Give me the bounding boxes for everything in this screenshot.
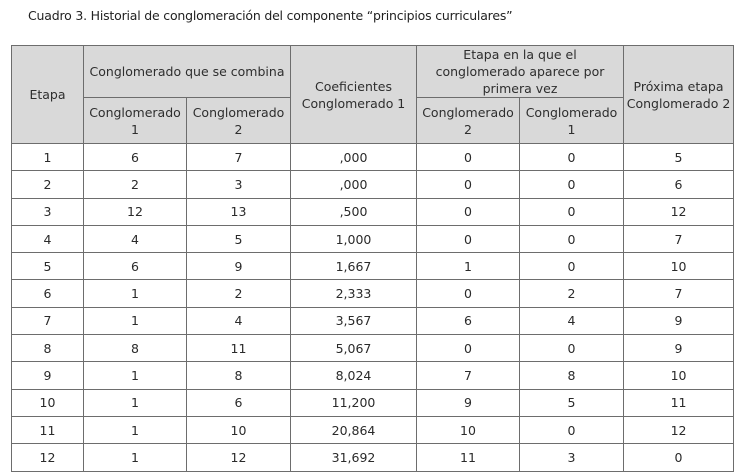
cell-proxima-etapa: 10 bbox=[624, 362, 734, 389]
cell-combina-c1: 1 bbox=[84, 444, 187, 471]
cell-aparece-c1: 0 bbox=[520, 225, 624, 252]
cell-combina-c1: 6 bbox=[84, 144, 187, 171]
cell-aparece-c1: 8 bbox=[520, 362, 624, 389]
header-aparece-conglomerado-2: Conglomerado 2 bbox=[417, 98, 520, 144]
cell-combina-c2: 10 bbox=[187, 416, 291, 443]
cell-coeficiente: 8,024 bbox=[291, 362, 417, 389]
cell-aparece-c2: 1 bbox=[417, 253, 520, 280]
table-row bbox=[12, 253, 734, 280]
cell-proxima-etapa: 10 bbox=[624, 253, 734, 280]
cell-aparece-c1: 2 bbox=[520, 280, 624, 307]
cell-combina-c1: 2 bbox=[84, 171, 187, 198]
cell-aparece-c1: 0 bbox=[520, 198, 624, 225]
cell-combina-c1: 1 bbox=[84, 307, 187, 334]
cell-combina-c1: 1 bbox=[84, 416, 187, 443]
cell-proxima-etapa: 11 bbox=[624, 389, 734, 416]
cell-combina-c2: 11 bbox=[187, 335, 291, 362]
cell-combina-c2: 13 bbox=[187, 198, 291, 225]
cell-proxima-etapa: 5 bbox=[624, 144, 734, 171]
cell-etapa: 11 bbox=[12, 416, 84, 443]
table-row bbox=[12, 362, 734, 389]
cell-combina-c2: 8 bbox=[187, 362, 291, 389]
cell-aparece-c2: 0 bbox=[417, 198, 520, 225]
cell-aparece-c2: 6 bbox=[417, 307, 520, 334]
cell-coeficiente: ,500 bbox=[291, 198, 417, 225]
table-row bbox=[12, 416, 734, 443]
cell-coeficiente: 1,000 bbox=[291, 225, 417, 252]
table-row bbox=[12, 444, 734, 471]
cell-aparece-c2: 11 bbox=[417, 444, 520, 471]
cell-etapa: 8 bbox=[12, 335, 84, 362]
header-coeficientes: Coeficientes Conglomerado 1 bbox=[291, 46, 417, 144]
cell-aparece-c1: 0 bbox=[520, 253, 624, 280]
header-combina-conglomerado-1: Conglomerado 1 bbox=[84, 98, 187, 144]
cell-aparece-c2: 0 bbox=[417, 335, 520, 362]
header-aparece-conglomerado-1: Conglomerado 1 bbox=[520, 98, 624, 144]
cell-proxima-etapa: 12 bbox=[624, 198, 734, 225]
cell-coeficiente: 31,692 bbox=[291, 444, 417, 471]
cell-combina-c2: 9 bbox=[187, 253, 291, 280]
cell-combina-c1: 8 bbox=[84, 335, 187, 362]
cell-etapa: 2 bbox=[12, 171, 84, 198]
cell-combina-c1: 1 bbox=[84, 280, 187, 307]
cell-combina-c2: 6 bbox=[187, 389, 291, 416]
cell-aparece-c2: 0 bbox=[417, 280, 520, 307]
cell-proxima-etapa: 9 bbox=[624, 335, 734, 362]
header-etapa-aparece: Etapa en la que el conglomerado aparece por primera vez bbox=[417, 46, 624, 98]
table-row bbox=[12, 335, 734, 362]
table-row bbox=[12, 307, 734, 334]
cell-coeficiente: 2,333 bbox=[291, 280, 417, 307]
table-row bbox=[12, 171, 734, 198]
cell-combina-c2: 3 bbox=[187, 171, 291, 198]
cell-aparece-c2: 0 bbox=[417, 171, 520, 198]
cell-aparece-c1: 0 bbox=[520, 171, 624, 198]
cell-aparece-c2: 7 bbox=[417, 362, 520, 389]
cell-combina-c2: 12 bbox=[187, 444, 291, 471]
table-caption: Cuadro 3. Historial de conglomeración del componente “principios curriculares” bbox=[28, 8, 513, 23]
cell-proxima-etapa: 9 bbox=[624, 307, 734, 334]
header-conglomerado-combina: Conglomerado que se combina bbox=[84, 46, 291, 98]
cell-etapa: 4 bbox=[12, 225, 84, 252]
cell-combina-c1: 6 bbox=[84, 253, 187, 280]
cell-coeficiente: 20,864 bbox=[291, 416, 417, 443]
cell-coeficiente: 3,567 bbox=[291, 307, 417, 334]
cell-etapa: 1 bbox=[12, 144, 84, 171]
cell-coeficiente: 1,667 bbox=[291, 253, 417, 280]
cell-coeficiente: ,000 bbox=[291, 171, 417, 198]
cell-proxima-etapa: 7 bbox=[624, 280, 734, 307]
cell-aparece-c2: 0 bbox=[417, 144, 520, 171]
cell-combina-c2: 4 bbox=[187, 307, 291, 334]
cell-proxima-etapa: 0 bbox=[624, 444, 734, 471]
cell-etapa: 7 bbox=[12, 307, 84, 334]
cell-combina-c1: 1 bbox=[84, 362, 187, 389]
cell-aparece-c1: 0 bbox=[520, 416, 624, 443]
cell-aparece-c2: 9 bbox=[417, 389, 520, 416]
header-etapa: Etapa bbox=[12, 46, 84, 144]
cell-proxima-etapa: 6 bbox=[624, 171, 734, 198]
table-row bbox=[12, 389, 734, 416]
cell-combina-c1: 12 bbox=[84, 198, 187, 225]
cell-aparece-c1: 3 bbox=[520, 444, 624, 471]
cell-combina-c2: 5 bbox=[187, 225, 291, 252]
header-combina-conglomerado-2: Conglomerado 2 bbox=[187, 98, 291, 144]
table-row bbox=[12, 225, 734, 252]
cell-etapa: 5 bbox=[12, 253, 84, 280]
cell-proxima-etapa: 12 bbox=[624, 416, 734, 443]
table-row bbox=[12, 198, 734, 225]
cell-coeficiente: 11,200 bbox=[291, 389, 417, 416]
cell-etapa: 3 bbox=[12, 198, 84, 225]
cell-coeficiente: ,000 bbox=[291, 144, 417, 171]
cell-etapa: 6 bbox=[12, 280, 84, 307]
cell-etapa: 9 bbox=[12, 362, 84, 389]
cell-aparece-c1: 4 bbox=[520, 307, 624, 334]
cell-etapa: 12 bbox=[12, 444, 84, 471]
cell-coeficiente: 5,067 bbox=[291, 335, 417, 362]
cell-proxima-etapa: 7 bbox=[624, 225, 734, 252]
cell-combina-c2: 2 bbox=[187, 280, 291, 307]
cell-aparece-c2: 10 bbox=[417, 416, 520, 443]
cell-aparece-c1: 0 bbox=[520, 144, 624, 171]
clustering-history-table bbox=[11, 45, 734, 472]
table-row bbox=[12, 280, 734, 307]
header-proxima-etapa: Próxima etapa Conglomerado 2 bbox=[624, 46, 734, 144]
cell-combina-c2: 7 bbox=[187, 144, 291, 171]
cell-combina-c1: 1 bbox=[84, 389, 187, 416]
cell-aparece-c2: 0 bbox=[417, 225, 520, 252]
table-row bbox=[12, 144, 734, 171]
cell-etapa: 10 bbox=[12, 389, 84, 416]
cell-aparece-c1: 5 bbox=[520, 389, 624, 416]
cell-aparece-c1: 0 bbox=[520, 335, 624, 362]
cell-combina-c1: 4 bbox=[84, 225, 187, 252]
